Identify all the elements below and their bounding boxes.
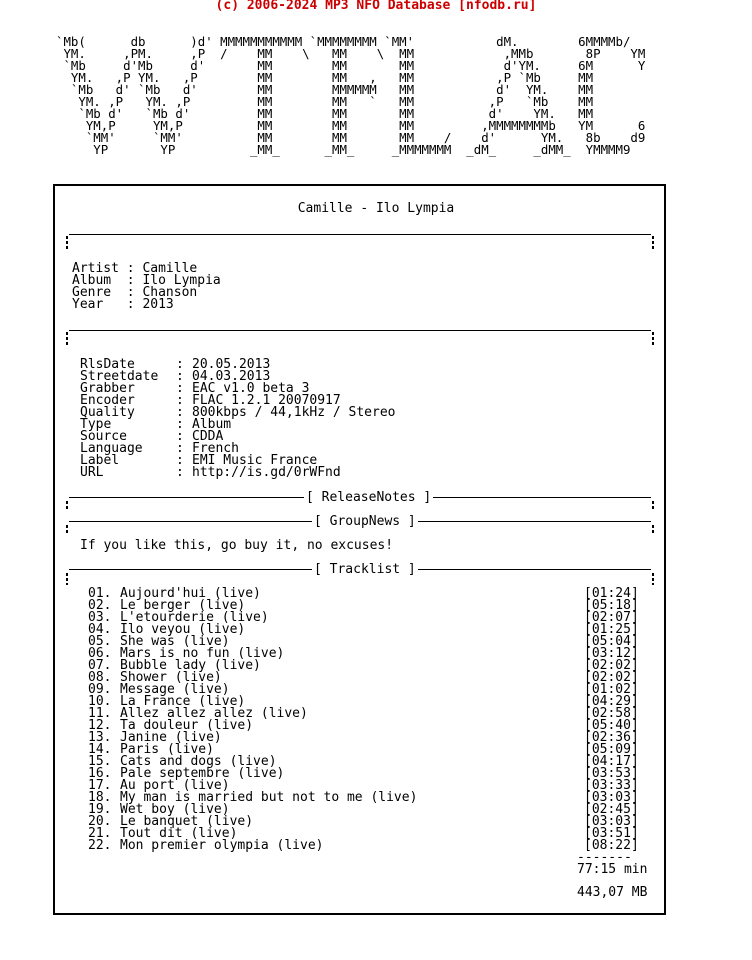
track-duration: [03:53] [584,766,639,781]
track-number: 12. [88,718,112,733]
release-value: 800kbps / 44,1kHz / Stereo [192,405,396,420]
release-key: Type [80,417,112,432]
track-title: Tout dit (live) [120,826,238,841]
track-duration: [02:02] [584,658,639,673]
info-separator: : [126,297,135,312]
track-duration: [03:51] [584,826,639,841]
release-value: CDDA [192,429,224,444]
track-number: 07. [88,658,112,673]
release-value: French [192,441,239,456]
release-key: Grabber [80,381,135,396]
info-key: Artist [72,261,119,276]
track-number: 20. [88,814,112,829]
info-value: 2013 [142,297,174,312]
release-key: RlsDate [80,357,135,372]
track-title: Mon premier olympia (live) [120,838,324,853]
info-value: Ilo Lympia [142,273,221,288]
info-value: Camille [142,261,198,276]
track-number: 05. [88,634,112,649]
release-separator: : [176,381,184,396]
release-separator: : [176,417,184,432]
info-separator: : [126,285,135,300]
track-title: She was (live) [120,634,230,649]
track-duration: [04:29] [584,694,639,709]
release-notes-divider [66,490,654,513]
track-duration: [02:45] [584,802,639,817]
track-title: Aujourd'hui (live) [120,586,261,601]
release-key: Encoder [80,393,135,408]
track-number: 01. [88,586,112,601]
track-number: 04. [88,622,112,637]
release-separator: : [176,369,184,384]
release-separator: : [176,465,184,480]
track-duration: [08:22] [584,838,639,853]
release-key: Quality [80,405,135,420]
track-duration: [05:18] [584,598,639,613]
track-duration: [03:03] [584,790,639,805]
release-value: 20.05.2013 [192,357,271,372]
release-notes-heading: [ ReleaseNotes ] [306,490,432,505]
track-duration: [01:24] [584,586,639,601]
info-key: Genre [72,285,119,300]
track-title: La France (live) [120,694,246,709]
track-title: My man is married but not to me (live) [120,790,418,805]
track-duration: [03:12] [584,646,639,661]
release-url-link[interactable]: http://is.gd/0rWFnd [192,465,341,480]
site-credit-header[interactable]: (c) 2006-2024 MP3 NFO Database [nfodb.ru] [215,0,537,13]
track-number: 14. [88,742,112,757]
track-duration: [05:40] [584,718,639,733]
track-title: Message (live) [120,682,230,697]
release-separator: : [176,429,184,444]
track-title: Le banquet (live) [120,814,254,829]
group-news-heading: [ GroupNews ] [314,514,416,529]
track-title: Paris (live) [120,742,214,757]
release-value: EMI Music France [192,453,318,468]
track-number: 15. [88,754,112,769]
track-duration: [03:03] [584,814,639,829]
release-value: FLAC 1.2.1 20070917 [192,393,341,408]
track-number: 18. [88,790,112,805]
track-duration: [03:33] [584,778,639,793]
tracklist-divider [66,562,654,585]
track-number: 16. [88,766,112,781]
track-title: Au port (live) [120,778,230,793]
track-number: 02. [88,598,112,613]
track-duration: [01:02] [584,682,639,697]
track-title: Mars is no fun (live) [120,646,285,661]
tracklist-heading: [ Tracklist ] [314,562,416,577]
track-title: Pale septembre (live) [120,766,285,781]
track-number: 08. [88,670,112,685]
total-rule: ------- [577,850,632,865]
track-title: L'etourderie (live) [120,610,269,625]
track-title: Janine (live) [120,730,222,745]
info-separator: : [126,261,135,276]
release-key: URL [80,465,104,480]
group-news-divider [66,514,654,537]
track-duration: [04:17] [584,754,639,769]
track-title: Le berger (live) [120,598,246,613]
info-row [72,299,174,311]
track-title: Wet boy (live) [120,802,230,817]
track-title: Allez allez allez (live) [120,706,308,721]
track-number: 19. [88,802,112,817]
release-title: Camille - Ilo Lympia [297,201,455,216]
track-title: Shower (live) [120,670,222,685]
track-duration: [02:36] [584,730,639,745]
track-number: 22. [88,838,112,853]
release-key: Source [80,429,127,444]
track-title: Ta douleur (live) [120,718,254,733]
track-number: 09. [88,682,112,697]
info-separator: : [126,273,135,288]
section-divider [66,329,654,345]
total-size: 443,07 MB [577,885,648,900]
track-number: 17. [88,778,112,793]
group-news-text: If you like this, go buy it, no excuses! [80,538,394,553]
track-duration: [02:07] [584,610,639,625]
info-key: Album [72,273,119,288]
total-duration: 77:15 min [577,862,648,877]
info-key: Year [72,297,119,312]
track-duration: [02:58] [584,706,639,721]
track-duration: [05:04] [584,634,639,649]
release-separator: : [176,453,184,468]
ascii-art-logo: `Mb( db )d' MMMMMMMMMMM `MMMMMMMM `MM' dM. 6MMMMb/ YM. ,PM. ,P / MM \ MM \ MM ,MMb 8P YM `Mb d'Mb d' MM MM MM d'YM. 6M Y YM. ,P YM. ,P MM MM , MM ,P `Mb MM `Mb d' `Mb d' MM MMMMMM MM d' YM. MM YM. ,P YM. ,P MM MM ` MM ,P `Mb MM `Mb d' `Mb d' MM MM MM d' YM. MM YM,P YM,P MM MM MM ,MMMMMMMMb YM 6 `MM' `MM' MM MM MM / d' YM. 8b d9 YP YP _MM_ _MM_ _MMMMMMM _dM_ _dMM_ YMMMM9 [56,34,646,157]
release-key: Label [80,453,120,468]
release-key: Language [80,441,143,456]
info-value: Chanson [142,285,198,300]
track-duration: [02:02] [584,670,639,685]
track-number: 10. [88,694,112,709]
release-separator: : [176,357,184,372]
release-key: Streetdate [80,369,159,384]
track-number: 13. [88,730,112,745]
track-number: 11. [88,706,112,721]
track-number: 06. [88,646,112,661]
track-title: Ilo veyou (live) [120,622,246,637]
track-duration: [05:09] [584,742,639,757]
track-duration: [01:25] [584,622,639,637]
release-value: 04.03.2013 [192,369,271,384]
section-divider [66,233,654,249]
track-number: 21. [88,826,112,841]
release-separator: : [176,405,184,420]
track-title: Bubble lady (live) [120,658,261,673]
track-title: Cats and dogs (live) [120,754,277,769]
release-separator: : [176,393,184,408]
track-number: 03. [88,610,112,625]
release-value: EAC v1.0 beta 3 [192,381,310,396]
release-separator: : [176,441,184,456]
release-value: Album [192,417,232,432]
